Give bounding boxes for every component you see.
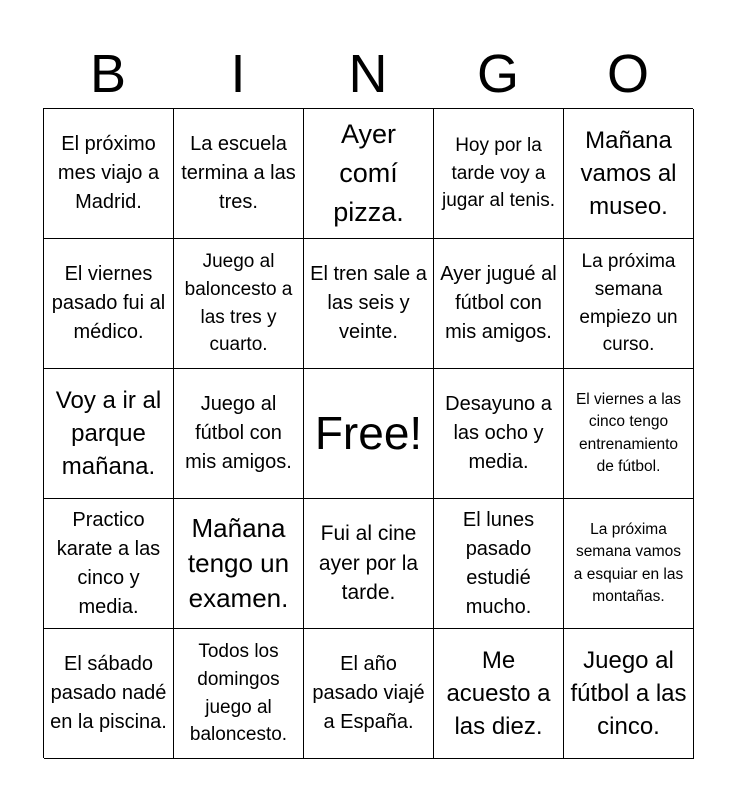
bingo-cell[interactable] <box>44 629 174 759</box>
cell-text: El próximo mes viajo a Madrid. <box>57 133 160 213</box>
bingo-cell[interactable] <box>44 369 174 499</box>
bingo-cell[interactable] <box>44 239 174 369</box>
cell-text: Fui al cine ayer por la tarde. <box>318 522 419 605</box>
bingo-cell[interactable] <box>304 109 434 239</box>
bingo-grid <box>43 108 693 758</box>
cell-text: El año pasado viajé a España. <box>312 653 425 733</box>
bingo-cell[interactable] <box>564 239 694 369</box>
bingo-cell[interactable] <box>434 499 564 629</box>
free-text: Free! <box>314 406 423 459</box>
bingo-cell[interactable] <box>304 499 434 629</box>
cell-text: Me acuesto a las diez. <box>446 646 551 741</box>
cell-text: Desayuno a las ocho y media. <box>445 393 552 473</box>
bingo-cell[interactable] <box>174 499 304 629</box>
bingo-cell[interactable] <box>304 239 434 369</box>
free-cell[interactable] <box>304 369 434 499</box>
header-letter-o: O <box>606 44 649 104</box>
cell-text: El tren sale a las seis y veinte. <box>310 263 427 343</box>
cell-text: Todos los domingos juego al baloncesto. <box>189 641 288 746</box>
bingo-cell[interactable] <box>434 239 564 369</box>
bingo-cell[interactable] <box>174 369 304 499</box>
cell-text: El lunes pasado estudié mucho. <box>462 508 535 618</box>
bingo-cell[interactable] <box>44 109 174 239</box>
cell-text: Ayer jugué al fútbol con mis amigos. <box>440 263 557 343</box>
bingo-cell[interactable] <box>434 629 564 759</box>
bingo-cell[interactable] <box>564 369 694 499</box>
bingo-cell[interactable] <box>434 109 564 239</box>
cell-text: Practico karate a las cinco y media. <box>56 508 161 618</box>
bingo-cell[interactable] <box>434 369 564 499</box>
cell-text: Ayer comí pizza. <box>333 118 404 228</box>
cell-text: Mañana vamos al museo. <box>580 126 677 221</box>
cell-text: Mañana tengo un examen. <box>187 512 290 614</box>
bingo-cell[interactable] <box>174 109 304 239</box>
header-letter-b: B <box>89 44 127 104</box>
cell-text: Voy a ir al parque mañana. <box>55 386 162 481</box>
cell-text: Hoy por la tarde voy a jugar al tenis. <box>441 135 555 212</box>
cell-text: La escuela termina a las tres. <box>181 133 296 213</box>
bingo-cell[interactable] <box>564 499 694 629</box>
cell-text: La próxima semana vamos a esquiar en las montañas. <box>573 520 684 605</box>
bingo-cell[interactable] <box>44 499 174 629</box>
bingo-cell[interactable] <box>564 629 694 759</box>
cell-text: Juego al fútbol a las cinco. <box>570 646 687 741</box>
cell-text: El sábado pasado nadé en la piscina. <box>50 653 167 733</box>
cell-text: El viernes pasado fui al médico. <box>51 263 166 343</box>
bingo-cell[interactable] <box>304 629 434 759</box>
cell-text: Juego al fútbol con mis amigos. <box>185 393 292 473</box>
header-letter-n: N <box>348 44 388 104</box>
cell-text: Juego al baloncesto a las tres y cuarto. <box>184 251 293 356</box>
bingo-cell[interactable] <box>174 629 304 759</box>
bingo-header <box>43 40 693 108</box>
header-letter-g: G <box>476 44 519 104</box>
header-letter-i: I <box>230 44 246 104</box>
bingo-cell[interactable] <box>174 239 304 369</box>
cell-text: La próxima semana empiezo un curso. <box>579 251 678 356</box>
bingo-cell[interactable] <box>564 109 694 239</box>
cell-text: El viernes a las cinco tengo entrenamiento de fútbol. <box>575 390 682 475</box>
